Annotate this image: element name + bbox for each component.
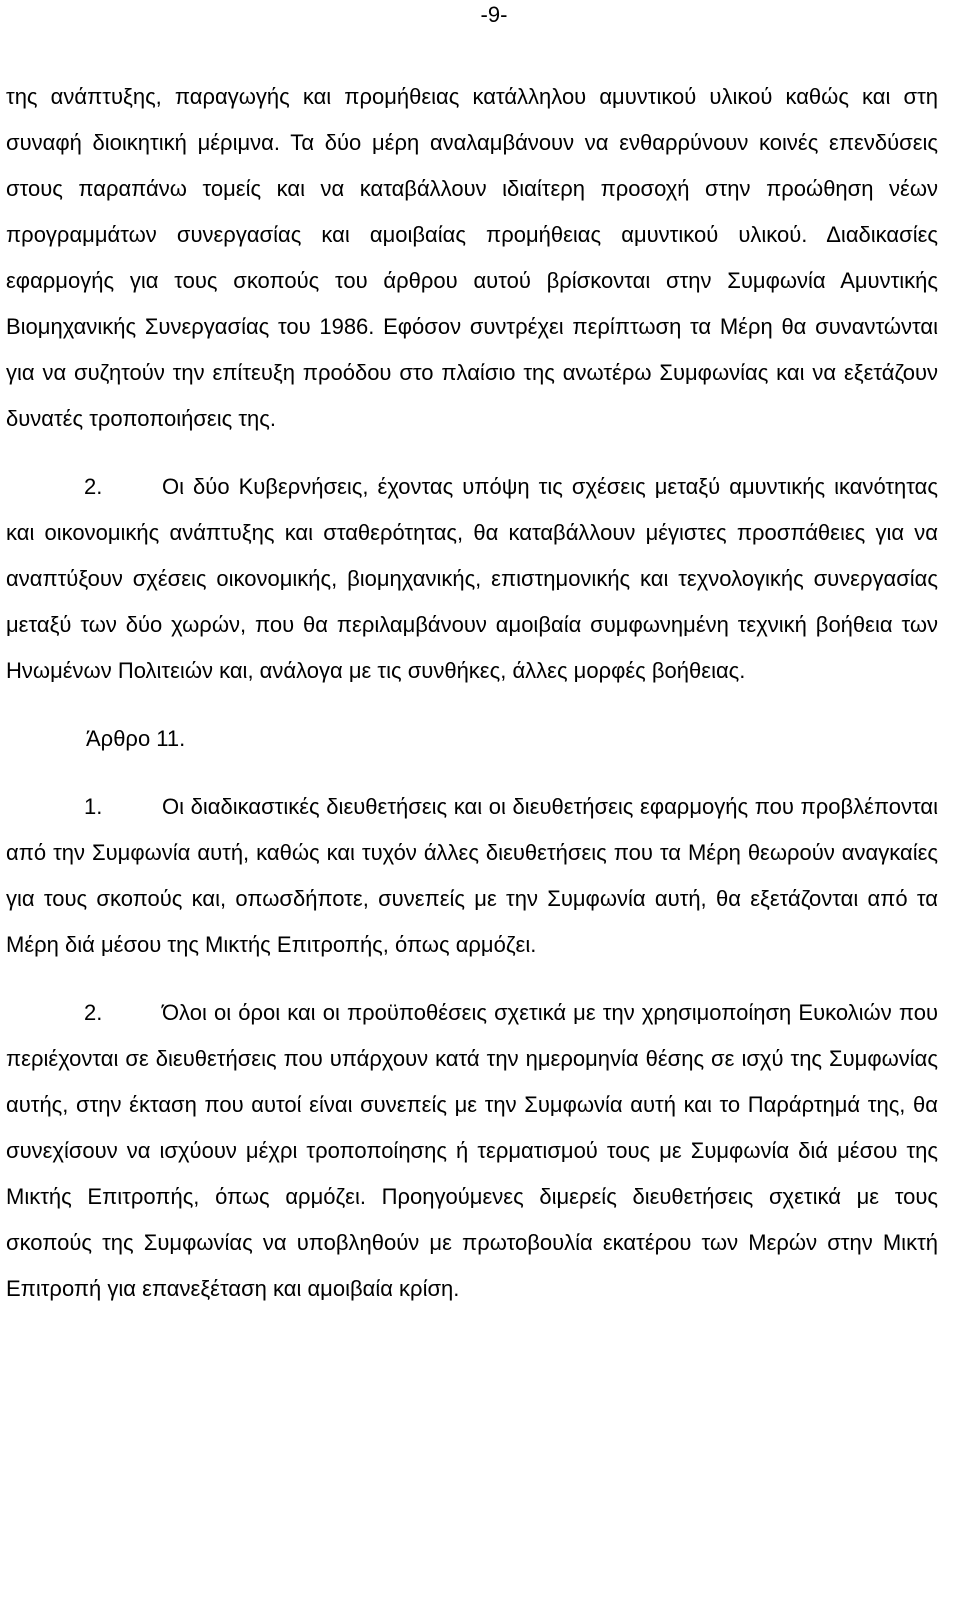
article-heading: Άρθρο 11. — [86, 726, 186, 751]
paragraph-number: 2. — [84, 1000, 103, 1025]
page-number: -9- — [480, 2, 508, 27]
paragraph-text: Οι διαδικαστικές διευθετήσεις και οι διευθετήσεις εφαρμογής που προβλέπονται από την Συμφωνία αυτή, καθώς και τυχόν άλλες διευθετήσεις που τα Μέρη θεωρούν αναγκαίες για τους σκοπούς και, οπωσδήποτε, συνεπείς με την Συμφωνία αυτή, θα εξετάζονται από τα Μέρη διά μέσου της Μικτής Επιτροπής, όπως αρμόζει. — [6, 794, 938, 957]
paragraph-continuation: της ανάπτυξης, παραγωγής και προμήθειας κατάλληλου αμυντικού υλικού καθώς και στη συναφή διοικητική μέριμνα. Τα δύο μέρη αναλαμβάνουν να ενθαρρύνουν κοινές επενδύσεις στους παραπάνω τομείς και να καταβάλλουν ιδιαίτερη προσοχή στην προώθηση νέων προγραμμάτων συνεργασίας και αμοιβαίας προμήθειας αμυντικού υλικού. Διαδικασίες εφαρμογής για τους σκοπούς του άρθρου αυτού βρίσκονται στην Συμφωνία Αμυντικής Βιομηχανικής Συνεργασίας του 1986. Εφόσον συντρέχει περίπτωση τα Μέρη θα συναντώνται για να συζητούν την επίτευξη προόδου στο πλαίσιο της ανωτέρω Συμφωνίας και να εξετάζουν δυνατές τροποποιήσεις της. — [6, 84, 938, 431]
paragraph-text: Όλοι οι όροι και οι προϋποθέσεις σχετικά με την χρησιμοποίηση Ευκολιών που περιέχονται σε διευθετήσεις που υπάρχουν κατά την ημερομηνία θέσης σε ισχύ της Συμφωνίας αυτής, στην έκταση που αυτοί είναι συνεπείς με την Συμφωνία αυτή και το Παράρτημά της, θα συνεχίσουν να ισχύουν μέχρι τροποποίησης ή τερματισμού τους με Συμφωνία διά μέσου της Μικτής Επιτροπής, όπως αρμόζει. Προηγούμενες διμερείς διευθετήσεις σχετικά με τους σκοπούς της Συμφωνίας να υποβληθούν με πρωτοβουλία εκατέρου των Μερών στην Μικτή Επιτροπή για επανεξέταση και αμοιβαία κρίση. — [6, 1000, 938, 1301]
document-body — [6, 74, 938, 1312]
paragraph-text: Οι δύο Κυβερνήσεις, έχοντας υπόψη τις σχέσεις μεταξύ αμυντικής ικανότητας και οικονομικής ανάπτυξης και σταθερότητας, θα καταβάλλουν μέγιστες προσπάθειες για να αναπτύξουν σχέσεις οικονομικής, βιομηχανικής, επιστημονικής και τεχνολογικής συνεργασίας μεταξύ των δύο χωρών, που θα περιλαμβάνουν αμοιβαία συμφωνημένη τεχνική βοήθεια των Ηνωμένων Πολιτειών και, ανάλογα με τις συνθήκες, άλλες μορφές βοήθειας. — [6, 474, 938, 683]
paragraph-number: 2. — [84, 474, 103, 499]
paragraph-item — [6, 990, 938, 1312]
paragraph-item — [6, 464, 938, 694]
paragraph-item — [6, 784, 938, 968]
paragraph-number: 1. — [84, 794, 103, 819]
